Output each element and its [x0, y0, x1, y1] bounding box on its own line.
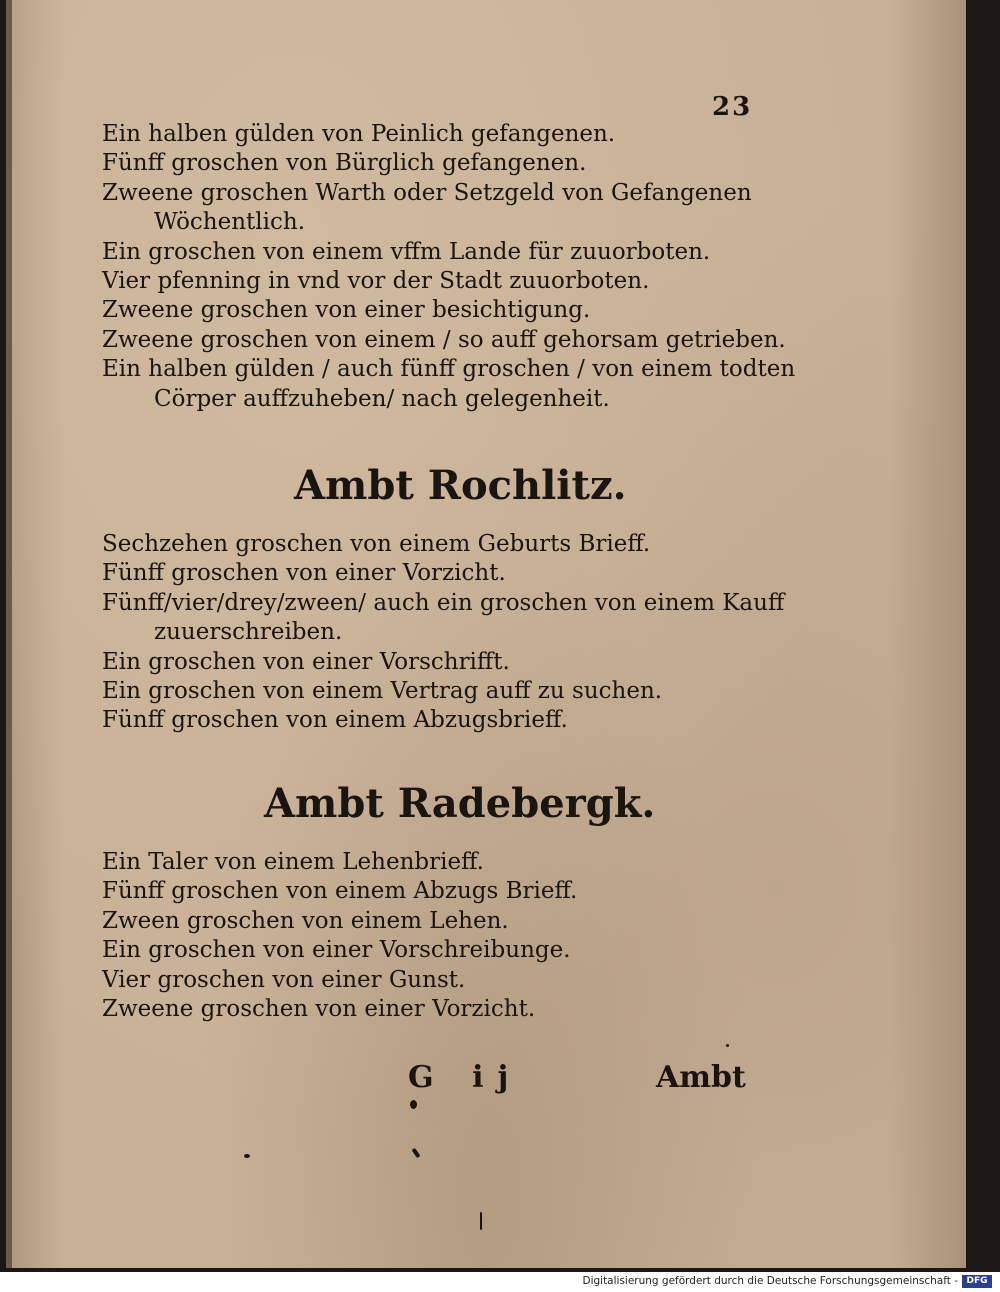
ink-speck [411, 1148, 420, 1158]
fee-line: Vier pfenning in vnd vor der Stadt zuuorboten. [102, 268, 650, 295]
fee-line: Ein groschen von einer Vorschreibunge. [102, 937, 571, 964]
fee-line: Ein halben gülden von Peinlich gefangenen. [102, 121, 616, 147]
fee-line: Fünff groschen von einem Abzugs Brieff. [102, 878, 578, 905]
ink-speck [410, 1100, 417, 1109]
fee-line-continuation: Wöchentlich. [154, 209, 306, 236]
digitization-credit: Digitalisierung gefördert durch die Deutsche Forschungsgemeinschaft - [582, 1275, 958, 1287]
fee-line: Fünff/vier/drey/zween/ auch ein groschen von einem Kauff [102, 589, 785, 616]
fee-line: Vier groschen von einer Gunst. [102, 966, 466, 993]
page-number: 23 [712, 92, 753, 122]
fee-line: Zweene groschen von einem / so auff gehorsam getrieben. [102, 326, 786, 353]
radebergk-fee-list [102, 848, 762, 1024]
fee-line: Ein groschen von einem vffm Lande für zuuorboten. [102, 238, 711, 265]
signature-mark: G ij [408, 1060, 523, 1095]
fee-line-continuation: zuuerschreiben. [154, 619, 343, 646]
fee-line: Zweene groschen von einer besichtigung. [102, 297, 591, 324]
ink-speck [726, 1044, 729, 1047]
fee-line: Ein groschen von einer Vorschrifft. [102, 648, 510, 675]
fee-line: Fünff groschen von Bürglich gefangenen. [102, 150, 587, 177]
fee-line: Ein halben gülden / auch fünff groschen / von einem todten [102, 356, 796, 383]
fee-line: Ein groschen von einem Vertrag auff zu suchen. [102, 678, 663, 705]
rochlitz-fee-list [102, 530, 785, 736]
intro-fee-list [102, 120, 796, 414]
section-heading-rochlitz: Ambt Rochlitz. [294, 462, 627, 509]
fee-line: Sechzehen groschen von einem Geburts Brieff. [102, 531, 651, 557]
document-page [6, 0, 966, 1268]
fee-line-continuation: Cörper auffzuheben/ nach gelegenheit. [154, 385, 610, 412]
fee-line: Fünff groschen von einer Vorzicht. [102, 560, 506, 587]
fee-line: Zween groschen von einem Lehen. [102, 907, 509, 934]
fee-line: Zweene groschen Warth oder Setzgeld von Gefangenen [102, 179, 752, 206]
dfg-logo: DFG [962, 1275, 992, 1288]
fee-line: Zweene groschen von einer Vorzicht. [102, 996, 536, 1023]
fee-line: Fünff groschen von einem Abzugsbrieff. [102, 707, 568, 734]
ink-speck [480, 1212, 482, 1230]
fee-line: Ein Taler von einem Lehenbrieff. [102, 849, 484, 875]
section-heading-radebergk: Ambt Radebergk. [264, 780, 656, 827]
page-edge [6, 0, 12, 1268]
ink-speck [244, 1154, 250, 1158]
catchword: Ambt [656, 1060, 746, 1095]
